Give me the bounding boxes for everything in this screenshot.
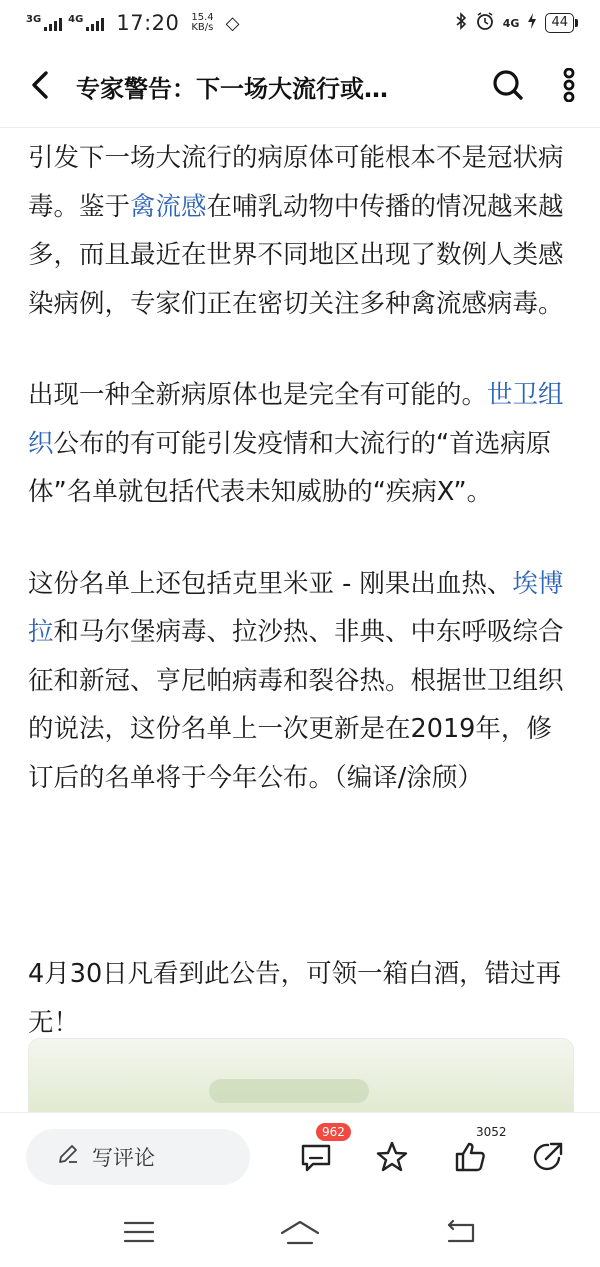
back-nav-icon[interactable] xyxy=(445,1219,477,1249)
bottom-action-bar xyxy=(0,1112,600,1200)
comment-input[interactable] xyxy=(26,1129,250,1185)
clock: 17:20 xyxy=(116,11,180,35)
battery-icon xyxy=(545,13,578,33)
favorite-button[interactable] xyxy=(372,1137,412,1177)
comment-icon xyxy=(299,1140,333,1174)
bluetooth-icon xyxy=(455,12,467,34)
network-speed-value: 15.4 xyxy=(191,12,214,23)
battery-level: 44 xyxy=(545,13,574,33)
signal-3g-label: 3G xyxy=(26,14,42,25)
promo-text: 4月30日凡看到此公告，可领一箱白酒，错过再无！ xyxy=(28,959,562,1038)
nav-bar xyxy=(0,46,600,128)
share-icon xyxy=(531,1140,565,1174)
paragraph-text: 这份名单上还包括克里米亚 - 刚果出血热、 xyxy=(28,568,513,599)
like-count: 3052 xyxy=(476,1124,507,1139)
pencil-icon xyxy=(56,1142,80,1171)
nav-actions xyxy=(492,68,576,106)
system-nav-bar xyxy=(0,1200,600,1267)
paragraph-text: 引发下一场大流行的病原体可能根本不是冠状病毒。鉴于 xyxy=(28,143,564,222)
alarm-icon xyxy=(475,11,495,35)
weather-icon: ◇ xyxy=(225,12,240,34)
share-button[interactable] xyxy=(528,1137,568,1177)
page-title: 专家警告：下一场大流行或… xyxy=(76,75,388,103)
signal-4g-label: 4G xyxy=(68,14,84,25)
article-body xyxy=(28,128,576,802)
comment-count-badge: 962 xyxy=(316,1123,351,1141)
article-paragraph-1 xyxy=(28,134,576,328)
paragraph-text: 和马尔堡病毒、拉沙热、非典、中东呼吸综合征和新冠、亨尼帕病毒和裂谷热。根据世卫组织的说法，这份名单上一次更新是在2019年，修订后的名单将于今年公布。（编译/涂颀） xyxy=(28,617,564,793)
home-icon[interactable] xyxy=(280,1219,320,1249)
article-paragraph-2 xyxy=(28,371,576,517)
ad-placeholder xyxy=(209,1079,369,1103)
search-icon[interactable] xyxy=(492,69,524,105)
network-speed xyxy=(191,13,213,33)
link-ebola[interactable]: 埃博拉 xyxy=(28,568,564,647)
signal-3g-icon xyxy=(26,15,62,31)
star-icon xyxy=(375,1140,409,1174)
network-4g-icon: 4G xyxy=(502,16,520,30)
paragraph-text: 在哺乳动物中传播的情况越来越多，而且最近在世界不同地区出现了数例人类感染病例，专家们正在密切关注多种禽流感病毒。 xyxy=(28,191,564,319)
comment-placeholder: 写评论 xyxy=(92,1145,155,1170)
signal-4g-icon xyxy=(68,15,104,31)
status-left xyxy=(26,11,239,35)
menu-icon[interactable] xyxy=(123,1220,155,1248)
paragraph-text: 出现一种全新病原体也是完全有可能的。 xyxy=(28,380,488,410)
network-speed-unit: KB/s xyxy=(191,22,214,33)
link-bird-flu[interactable]: 禽流感 xyxy=(130,191,207,222)
status-bar xyxy=(0,0,600,46)
status-right xyxy=(455,11,578,35)
article-paragraph-3 xyxy=(28,560,576,803)
charging-icon xyxy=(527,12,537,34)
link-who[interactable]: 世卫组织 xyxy=(28,380,564,459)
thumbs-up-icon xyxy=(453,1140,487,1174)
paragraph-text: 公布的有可能引发疫情和大流行的“首选病原体”名单就包括代表未知威胁的“疾病X”。 xyxy=(28,428,552,507)
comment-button[interactable] xyxy=(296,1124,345,1177)
like-button[interactable] xyxy=(450,1124,507,1177)
more-icon[interactable] xyxy=(562,68,576,106)
back-icon[interactable] xyxy=(30,70,50,104)
